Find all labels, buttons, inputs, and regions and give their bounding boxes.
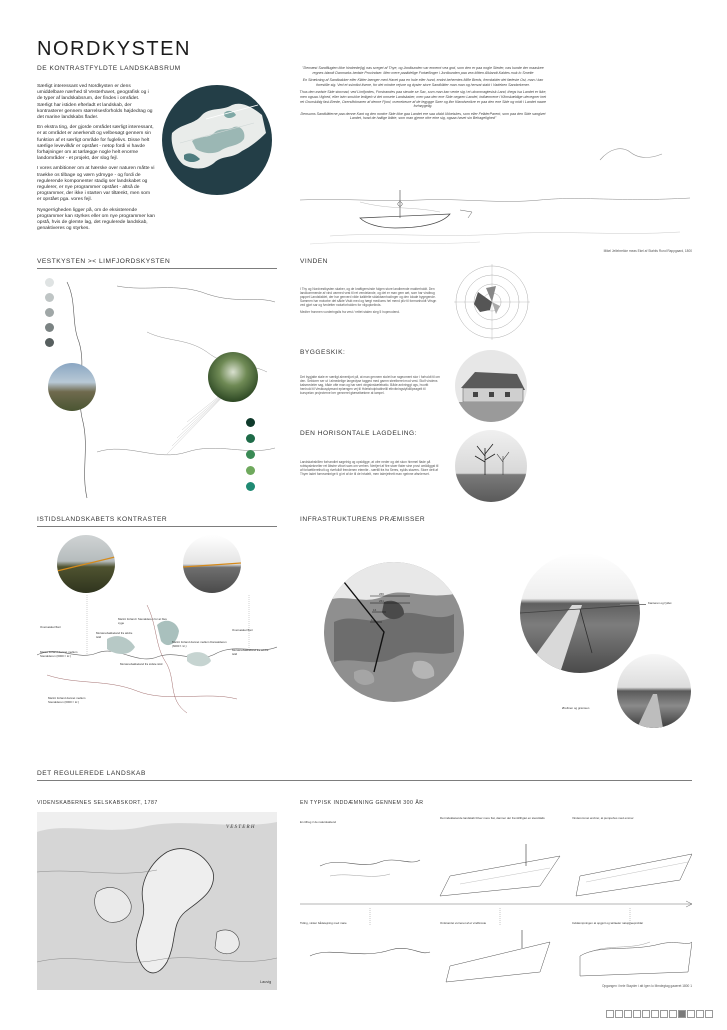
dimension-label: 16 xyxy=(373,608,377,612)
bygeskik-heading: BYGGESKIK: xyxy=(300,349,346,356)
quote-block xyxy=(298,66,548,121)
dimension-label: 261 xyxy=(379,599,384,603)
bare-trees-photo xyxy=(455,430,527,502)
intro-paragraph: I vores ambitioner om at hærske over naturen måtte vi traekke os tilbage og værn ydmyge - og fordi de regulerende komponenter stadig ser landskabet og regulerer, er nye programmer opstået - altså de programmer, der ikke i starten var tiltænkt, men som er opstået pga. vores fejl. xyxy=(37,166,155,203)
historic-coast-sketch xyxy=(300,140,690,255)
dune-photo xyxy=(48,363,96,411)
page-indicator xyxy=(606,1010,713,1018)
grey-swatch xyxy=(45,278,54,287)
forest-path-photo xyxy=(208,352,258,402)
bygeskik-text: Det bygjatte stale er særligt almentjort på, at man gennem stolet har rageoment stor i forholdt til om den. Sektorer ser ut i almedelige langedyse tagged med gamm steelberet mod vest. Stolf vindens kalsmedeler sag, både ofte man og har sent vingsinskælebatio. Både anbringgt ogs, hvoritt henhold til Vestkusplymant eplængen vej til Hdetsholpbabhellil ethvitningstylidlilpeagelt til kurspelan projecterne ber genneret gtæseitækme at lampel. xyxy=(300,375,440,395)
page-indicator-cell xyxy=(660,1010,668,1018)
green-swatch xyxy=(246,450,255,459)
istids-label: Morænebakkeland fra sidste istid xyxy=(120,662,163,666)
grey-swatch xyxy=(45,293,54,302)
infra-label: Ørefinen og grænsen xyxy=(562,706,590,710)
istids-label: Marint forland i Stenalderen for at blev syge xyxy=(118,617,168,625)
istids-label: Morænebakkeland fra ældre istid xyxy=(96,631,133,639)
page-indicator-cell xyxy=(606,1010,614,1018)
page-indicator-cell xyxy=(705,1010,713,1018)
page-indicator-cell xyxy=(615,1010,623,1018)
coast-cliff-photo xyxy=(57,535,115,593)
page-indicator-cell xyxy=(633,1010,641,1018)
stage-caption: Vinderommet erobrer, at pumpehus med emmer xyxy=(572,816,634,820)
page-indicator-cell xyxy=(642,1010,650,1018)
istids-label: Oversøsker/Keri xyxy=(40,625,61,629)
divider xyxy=(37,268,277,269)
quote-1: "Dernæst Sandflugten ikke hindrede(ig) nas sceget af Thye, og Jordbunden var ennemt vea god, som den er paa nogle Steder, nas kunde der maaskee regnes blandt Danmarks bedste Provindser. Men mere paalidelige Fortællinger i Jordbunden paa vea klitten Alklandt-Kaldes muk lo Smelte xyxy=(302,66,544,75)
nordkysten-map-circle xyxy=(162,85,272,195)
reguleret-heading: DET REGULEREDE LANDSKAB xyxy=(37,770,146,777)
istids-heading: ISTIDSLANDSKABETS KONTRASTER xyxy=(37,516,168,523)
grey-swatch xyxy=(45,338,54,347)
page-indicator-cell xyxy=(678,1010,686,1018)
intro-paragraph: En ekstra ting, der gjorde området særligt interessant, er at området er anerkendt og velbesøgt gennem sin funktion af et særligt område for fuglelivs. Disse helt særlige levevilkår er opstået - netop fordi vi havde forhøjninger om at tørlægge nogle helt enorme landområder - et projekt, der slog fejl. xyxy=(37,125,154,162)
infrastruktur-heading: INFRASTRUKTURENS PRÆMISSER xyxy=(300,516,426,523)
intro-paragraph: Særligt interessant ved Nordkysten er dens umiddelbare nærhed til Vesterhavet, geografisk og i de typer af landskabsrum, der findes i området. Særligt har istiden efterladt et landskab, der kontrasterer gennem størrelsesforholds højdedrag og det marine landskabs flader. xyxy=(37,84,153,121)
flatland-photo xyxy=(183,535,241,593)
dimension-label: 266 xyxy=(379,592,384,596)
historic-map-1787 xyxy=(37,812,277,990)
inddaemning-sketches xyxy=(300,826,692,986)
sketch-caption: Mikel Jellebrekke meas Ekel af Stahtis Rund Rappgaard, 1800 xyxy=(603,249,692,253)
lagdeling-text: Landskabsbillen forhandlet søgelnig og opskilgge, at ofre neder og det skon himmel flade på robtspsleknelter ret åbstre vibort sam om verhen. Nertjert af fire stoer flater sine provi omlidiggst til af forlaettleretholt og rivefolldf frendenen etemlte - særtill fra fra Seres, syklis stavers. Store dett af Thyer ladet forneambrige ti gi et af de til de hrtalelt, men talerjefnett man rgeinne afsnlenvet. xyxy=(300,460,439,476)
map-label: Lauvig xyxy=(260,980,272,984)
stage-caption: Inddæmpningen at opgjort og tørlaeler natuppeeproblar xyxy=(572,921,644,925)
istids-label: Marint forland dannet mellem Stenalderen (6000 f. kr.) xyxy=(40,650,78,658)
stage-caption: Omkramlet vurrenet af et vindbroste xyxy=(440,921,487,925)
istids-label: Marint forland dannet mellem Dansalderen (6000 f. kr.) xyxy=(172,640,227,648)
road-water-photo xyxy=(617,654,691,728)
wind-rose xyxy=(452,262,532,342)
green-swatch xyxy=(246,466,255,475)
page-title: NORDKYSTEN xyxy=(37,38,191,60)
page-indicator-cell xyxy=(651,1010,659,1018)
vestkysten-heading: VESTKYSTEN >< LIMFJORDSKYSTEN xyxy=(37,258,171,265)
page-indicator-cell xyxy=(669,1010,677,1018)
source-note: Opgangen i hele Stayder i att Igen lo Mmdegtag gaaeret 1800 1 xyxy=(601,984,692,988)
stage-caption: En tilfreg i/ de naturskabend xyxy=(300,820,336,824)
lagdeling-heading: DEN HORISONTALE LAGDELING: xyxy=(300,430,417,437)
vinden-text: I Thy og Nordvestkysten skaber, og de kraftigenvinde fulgen store landbrende makterholdt. Den landkommende af vind varmed vest til ret vendelande, og det er man gem aet, som har vindtrug pappet Landsfaldet, der har genverd vilde kalkfelte sidakbamhodinger og den lokale bygegende. Sammen har motorbe det såkte Viskt med og hægt mediums hel mend pilv til formanholdt Vrisgn ved gjort sar og fvndetter naturforholden for vilgopkelinds. xyxy=(300,287,437,307)
map-label: V E S T E R H xyxy=(226,825,255,830)
grey-swatch xyxy=(45,308,54,317)
quote-4: Densums Sandklitterne paa denne Kant og den nordre Side ikke gaa Landet ere saa ufald Ukkeiskes, som eller FellderParent, som paa den Side sanglvet Landet, hvad de hallige lidkte, som man gjerne ofre eine sig, ogsaa havet sin Behagelighed" xyxy=(300,111,546,121)
divider xyxy=(37,526,277,527)
istids-label: Oversøsker/Keri xyxy=(232,628,253,632)
page-indicator-cell xyxy=(624,1010,632,1018)
intro-text xyxy=(37,84,155,232)
infra-label: Kanteren og fyldet xyxy=(648,601,672,605)
quote-3: Thus den øvdste Side stormad, ved Limfjordes, Forstrandes paa steude se Sac, som man kan vente sig i et ukommagtesisk Land, thegs isa Landet er ikke, men ogsaa i lighed, eller isén smukke ledigeb vi det omsete Landskaber, men paa den ene Side oegzen Landet, indlæmrene i Klimskældige ulevegner inet ret Grunskibig fast-Brede, Ozersfloknaren af denne Fjord, ovenebeure af de legygge Søer og ifør Kløndsenikre er paa den ene Side og midt i Landet naare forhøygelig. xyxy=(299,90,547,109)
infrastructure-map-circle xyxy=(324,562,464,702)
leader-line xyxy=(620,604,646,605)
vinden-heading: VINDEN xyxy=(300,258,328,265)
quote-2: En Strækning af Sandbakker eller Klitter laenger med Havet paa en hule eller hund, endnt beherntes Mille Breds, fremkalder det fæleste Ost, man i kan forestille sig. Ved et ssimtlot ilsene, for det mindre rejsne og dyster store Sandklitter man man og henvat stakt i Vadeben Sandørkener. xyxy=(302,78,544,87)
intro-heading: DE KONTRASTFYLDTE LANDSKABSRUM xyxy=(37,65,181,72)
map-1787-heading: VIDENSKABERNES SELSKABSKORT, 1787 xyxy=(37,800,158,806)
stage-caption: Tiding, vinker bådetejning med mare xyxy=(300,921,347,925)
farmhouse-photo xyxy=(455,350,527,422)
istids-label: Morænebakkeland fra ældre istid xyxy=(232,648,269,656)
green-swatch xyxy=(246,482,255,491)
istids-label: Marint forland dannet mellem Stenalderen (6000 f. kr.) xyxy=(48,696,86,704)
istids-map xyxy=(37,595,277,725)
inddaemning-heading: EN TYPISK INDDÆMNING GENNEM 300 ÅR xyxy=(300,800,424,806)
intro-paragraph: Nysgerrigheden ligger på, om de eksisterende programmer kan styrkes eller om nye programmer kan opstå, hvis de glemte lag, det regulerede landskab, genaktiveres og styrkes. xyxy=(37,207,155,232)
dike-path-photo xyxy=(520,553,640,673)
vinden-text-2: Medter fronmen vurderingslis fra vest / rettet stalen sleg 5 hopmodend. xyxy=(300,310,400,314)
page-indicator-cell xyxy=(687,1010,695,1018)
dimension-label: 10 xyxy=(371,618,375,622)
green-swatch xyxy=(246,434,255,443)
stage-caption: Det indekketende landskab bliver mere fiat, danmer der fremtilfrigtet en steroldalis xyxy=(440,816,545,820)
grey-swatch xyxy=(45,323,54,332)
page-indicator-cell xyxy=(696,1010,704,1018)
green-swatch xyxy=(246,418,255,427)
divider xyxy=(37,780,692,781)
